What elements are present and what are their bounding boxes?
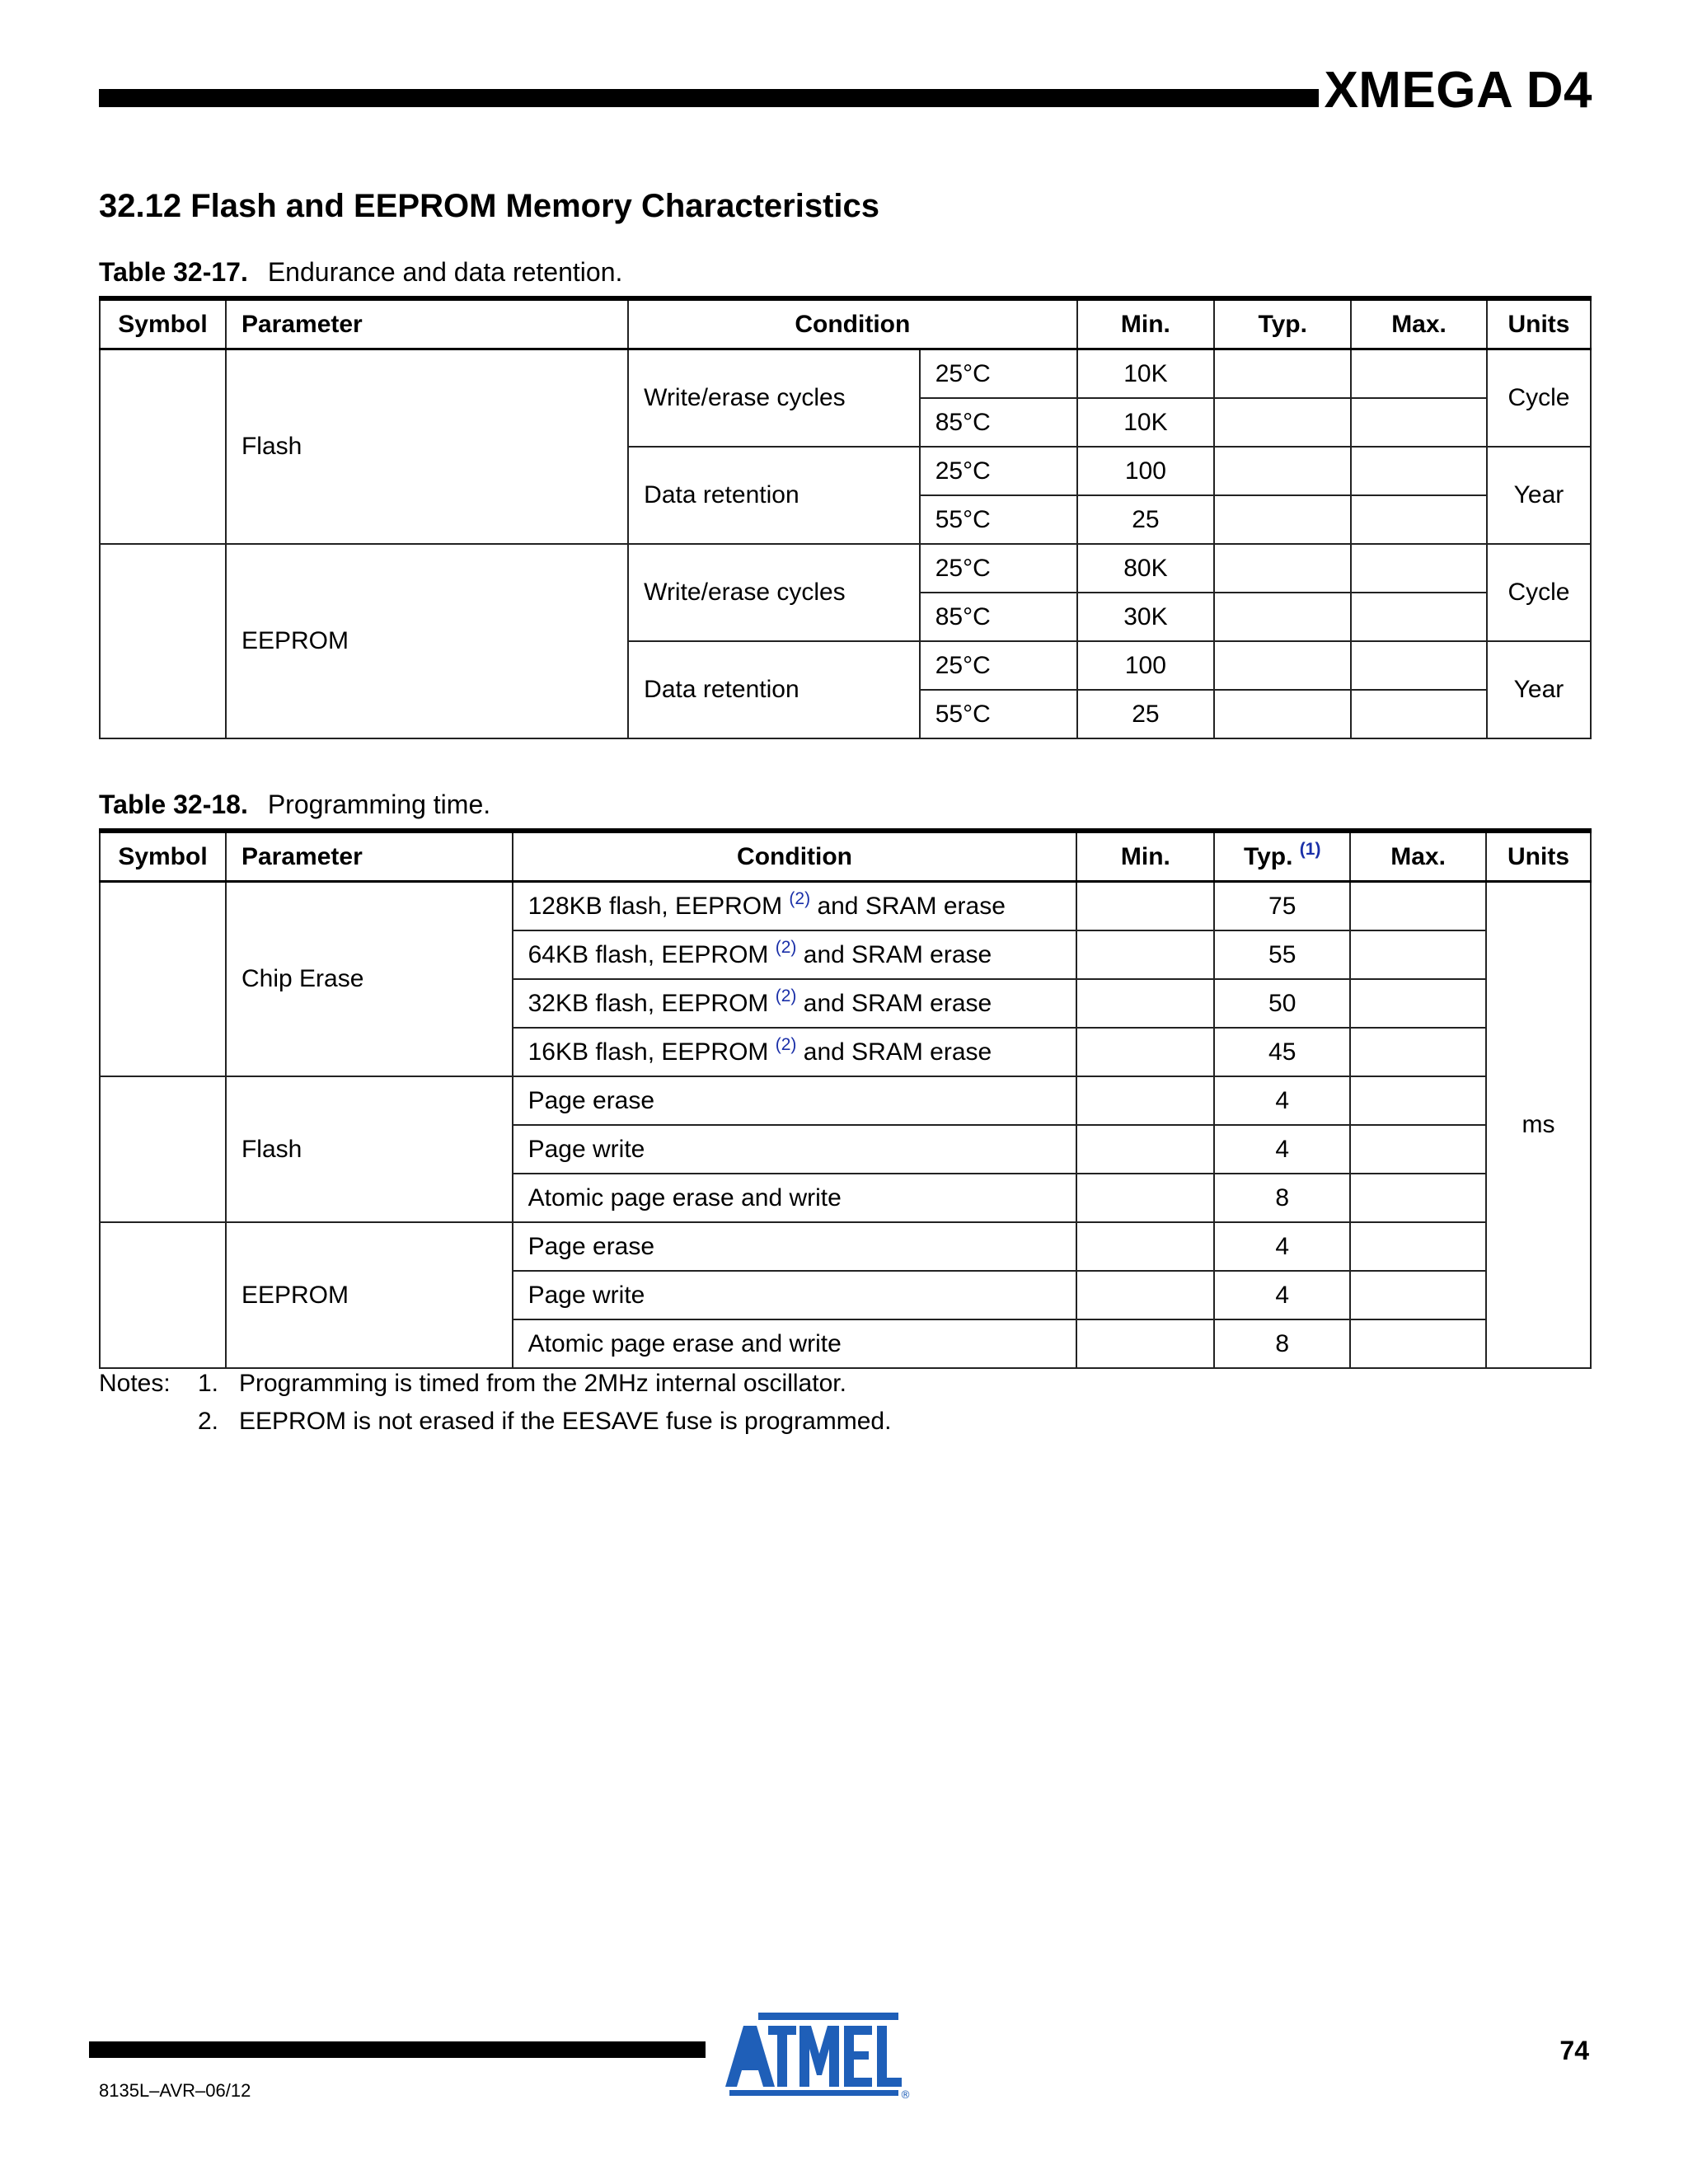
min-cell: 100	[1077, 447, 1215, 495]
symbol-cell	[100, 882, 226, 1077]
max-cell	[1351, 398, 1487, 447]
footnote-ref-2: (2)	[775, 937, 797, 957]
footnote-ref-1: (1)	[1299, 839, 1321, 859]
max-cell	[1351, 447, 1487, 495]
max-cell	[1350, 1076, 1486, 1125]
document-title: XMEGA D4	[1324, 62, 1592, 119]
typ-cell	[1214, 641, 1351, 690]
typ-cell	[1214, 398, 1351, 447]
min-cell	[1076, 1076, 1214, 1125]
header-parameter: Parameter	[226, 298, 628, 349]
note-item	[99, 1403, 891, 1441]
typ-cell: 75	[1214, 882, 1350, 931]
temperature-cell: 25°C	[920, 641, 1077, 690]
min-cell: 10K	[1077, 398, 1215, 447]
header-symbol: Symbol	[100, 831, 226, 882]
condition-text: and SRAM erase	[803, 989, 992, 1017]
typ-cell: 55	[1214, 930, 1350, 979]
condition-cell	[513, 930, 1077, 979]
typ-cell: 8	[1214, 1174, 1350, 1222]
header-typ-label: Typ.	[1243, 842, 1293, 870]
max-cell	[1350, 1174, 1486, 1222]
typ-cell	[1214, 690, 1351, 738]
note-number: 2.	[198, 1408, 219, 1435]
table-title: Programming time.	[267, 790, 491, 819]
max-cell	[1350, 1028, 1486, 1076]
section-title: 32.12 Flash and EEPROM Memory Characteristics	[99, 188, 880, 224]
condition-text: 128KB flash, EEPROM	[528, 892, 783, 920]
table-row	[100, 1222, 1591, 1271]
document-code: 8135L–AVR–06/12	[99, 2080, 251, 2101]
min-cell: 80K	[1077, 544, 1215, 593]
min-cell	[1076, 1125, 1214, 1174]
units-cell: Cycle	[1487, 349, 1591, 448]
temperature-cell: 25°C	[920, 349, 1077, 399]
page-number: 74	[1559, 2036, 1589, 2065]
table-header-row	[100, 831, 1591, 882]
header-max: Max.	[1350, 831, 1486, 882]
max-cell	[1351, 593, 1487, 641]
min-cell: 30K	[1077, 593, 1215, 641]
condition-text: and SRAM erase	[817, 892, 1006, 920]
condition-cell: Page write	[513, 1271, 1077, 1319]
typ-cell	[1214, 544, 1351, 593]
min-cell	[1076, 882, 1214, 931]
table-row	[100, 882, 1591, 931]
footnote-ref-2: (2)	[775, 1034, 797, 1054]
temperature-cell: 25°C	[920, 447, 1077, 495]
table-row	[100, 1076, 1591, 1125]
max-cell	[1351, 641, 1487, 690]
table-label: Table 32-18.	[99, 790, 248, 819]
header-condition: Condition	[513, 831, 1077, 882]
condition-cell	[513, 882, 1077, 931]
table-label: Table 32-17.	[99, 257, 248, 287]
typ-cell	[1214, 447, 1351, 495]
typ-cell: 4	[1214, 1222, 1350, 1271]
footnote-ref-2: (2)	[789, 888, 811, 908]
header-rule	[99, 89, 1319, 107]
condition-text: and SRAM erase	[803, 940, 992, 968]
temperature-cell: 25°C	[920, 544, 1077, 593]
typ-cell	[1214, 495, 1351, 544]
notes	[99, 1365, 891, 1441]
notes-label: Notes:	[99, 1370, 171, 1397]
header-typ	[1214, 831, 1350, 882]
parameter-cell: Chip Erase	[226, 882, 513, 1077]
footer-rule	[89, 2041, 706, 2058]
condition-cell: Data retention	[628, 447, 920, 544]
condition-cell: Page erase	[513, 1222, 1077, 1271]
parameter-cell: Flash	[226, 1076, 513, 1222]
min-cell	[1076, 1222, 1214, 1271]
table-row	[100, 544, 1591, 593]
header-typ: Typ.	[1214, 298, 1351, 349]
condition-cell: Write/erase cycles	[628, 544, 920, 641]
header-condition: Condition	[628, 298, 1076, 349]
condition-cell	[513, 979, 1077, 1028]
min-cell	[1076, 1319, 1214, 1368]
footnote-ref-2: (2)	[775, 986, 797, 1005]
condition-cell: Atomic page erase and write	[513, 1319, 1077, 1368]
max-cell	[1351, 690, 1487, 738]
table-title: Endurance and data retention.	[267, 257, 623, 287]
typ-cell: 4	[1214, 1076, 1350, 1125]
min-cell	[1076, 930, 1214, 979]
parameter-cell: EEPROM	[226, 1222, 513, 1368]
condition-cell: Write/erase cycles	[628, 349, 920, 448]
condition-text: and SRAM erase	[803, 1038, 992, 1066]
note-item	[99, 1365, 891, 1403]
condition-cell: Page erase	[513, 1076, 1077, 1125]
max-cell	[1350, 979, 1486, 1028]
header-min: Min.	[1077, 298, 1215, 349]
header-max: Max.	[1351, 298, 1487, 349]
note-text: Programming is timed from the 2MHz internal oscillator.	[239, 1370, 846, 1397]
symbol-cell	[100, 544, 226, 738]
table-caption-2	[99, 790, 490, 820]
table-header-row	[100, 298, 1591, 349]
min-cell	[1076, 1271, 1214, 1319]
units-cell: Year	[1487, 641, 1591, 738]
temperature-cell: 55°C	[920, 690, 1077, 738]
typ-cell	[1214, 349, 1351, 399]
note-number: 1.	[198, 1370, 219, 1397]
header-symbol: Symbol	[100, 298, 226, 349]
condition-text: 16KB flash, EEPROM	[528, 1038, 769, 1066]
condition-text: 32KB flash, EEPROM	[528, 989, 769, 1017]
max-cell	[1350, 1125, 1486, 1174]
max-cell	[1350, 1319, 1486, 1368]
max-cell	[1350, 1271, 1486, 1319]
units-cell: ms	[1486, 882, 1591, 1369]
condition-text: 64KB flash, EEPROM	[528, 940, 769, 968]
endurance-table	[99, 296, 1592, 739]
condition-cell: Data retention	[628, 641, 920, 738]
table-caption-1	[99, 257, 622, 288]
max-cell	[1351, 495, 1487, 544]
units-cell: Year	[1487, 447, 1591, 544]
min-cell	[1076, 1174, 1214, 1222]
header-units: Units	[1487, 298, 1591, 349]
min-cell	[1076, 1028, 1214, 1076]
condition-cell	[513, 1028, 1077, 1076]
header-parameter: Parameter	[226, 831, 513, 882]
temperature-cell: 85°C	[920, 593, 1077, 641]
temperature-cell: 85°C	[920, 398, 1077, 447]
typ-cell: 8	[1214, 1319, 1350, 1368]
header-min: Min.	[1076, 831, 1214, 882]
max-cell	[1350, 882, 1486, 931]
units-cell: Cycle	[1487, 544, 1591, 641]
typ-cell: 4	[1214, 1271, 1350, 1319]
min-cell: 25	[1077, 495, 1215, 544]
max-cell	[1351, 544, 1487, 593]
max-cell	[1351, 349, 1487, 399]
max-cell	[1350, 930, 1486, 979]
min-cell: 25	[1077, 690, 1215, 738]
temperature-cell: 55°C	[920, 495, 1077, 544]
header-units: Units	[1486, 831, 1591, 882]
symbol-cell	[100, 1222, 226, 1368]
typ-cell: 4	[1214, 1125, 1350, 1174]
programming-time-table	[99, 828, 1592, 1369]
typ-cell: 45	[1214, 1028, 1350, 1076]
min-cell: 100	[1077, 641, 1215, 690]
condition-cell: Page write	[513, 1125, 1077, 1174]
typ-cell	[1214, 593, 1351, 641]
typ-cell: 50	[1214, 979, 1350, 1028]
symbol-cell	[100, 1076, 226, 1222]
symbol-cell	[100, 349, 226, 545]
min-cell: 10K	[1077, 349, 1215, 399]
note-text: EEPROM is not erased if the EESAVE fuse is programmed.	[239, 1408, 892, 1435]
condition-cell: Atomic page erase and write	[513, 1174, 1077, 1222]
max-cell	[1350, 1222, 1486, 1271]
parameter-cell: Flash	[226, 349, 628, 545]
atmel-logo	[725, 2013, 911, 2102]
min-cell	[1076, 979, 1214, 1028]
parameter-cell: EEPROM	[226, 544, 628, 738]
svg-text:®: ®	[900, 2089, 911, 2102]
table-row	[100, 349, 1591, 399]
